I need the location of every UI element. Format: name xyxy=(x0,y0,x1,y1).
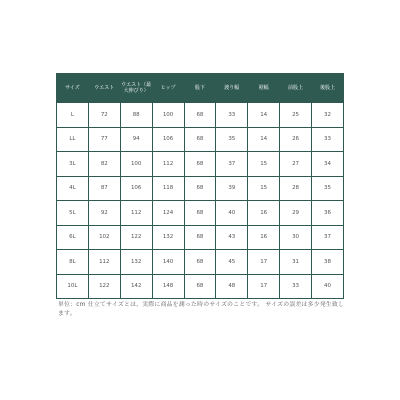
table-cell: 16 xyxy=(248,225,280,250)
table-cell: 92 xyxy=(88,201,120,226)
table-row xyxy=(57,127,344,152)
size-table xyxy=(56,73,344,299)
table-cell: 43 xyxy=(216,225,248,250)
table-cell: 39 xyxy=(216,176,248,201)
table-cell: 100 xyxy=(120,152,152,177)
table-row xyxy=(57,176,344,201)
table-cell: 132 xyxy=(120,250,152,275)
table-row xyxy=(57,103,344,128)
table-cell-size: 5L xyxy=(57,201,89,226)
table-cell: 68 xyxy=(184,201,216,226)
table-cell: 26 xyxy=(280,127,312,152)
table-cell: 100 xyxy=(152,103,184,128)
table-cell-size: L xyxy=(57,103,89,128)
table-cell: 140 xyxy=(152,250,184,275)
table-cell-size: LL xyxy=(57,127,89,152)
table-cell: 14 xyxy=(248,127,280,152)
header-size: サイズ xyxy=(57,74,89,103)
table-cell: 68 xyxy=(184,127,216,152)
table-cell: 68 xyxy=(184,176,216,201)
header-hip: ヒップ xyxy=(152,74,184,103)
table-cell: 72 xyxy=(88,103,120,128)
table-cell: 48 xyxy=(216,274,248,299)
table-row xyxy=(57,274,344,299)
table-cell: 31 xyxy=(280,250,312,275)
table-cell: 77 xyxy=(88,127,120,152)
table-cell: 118 xyxy=(152,176,184,201)
table-cell: 68 xyxy=(184,152,216,177)
table-cell: 37 xyxy=(312,225,344,250)
table-cell: 122 xyxy=(120,225,152,250)
table-cell: 14 xyxy=(248,103,280,128)
table-cell: 17 xyxy=(248,274,280,299)
table-cell: 27 xyxy=(280,152,312,177)
table-cell: 88 xyxy=(120,103,152,128)
header-front-rise: 前股上 xyxy=(280,74,312,103)
table-cell: 106 xyxy=(152,127,184,152)
table-cell: 112 xyxy=(152,152,184,177)
table-cell: 25 xyxy=(280,103,312,128)
table-cell: 30 xyxy=(280,225,312,250)
table-cell-size: 8L xyxy=(57,250,89,275)
table-cell: 16 xyxy=(248,201,280,226)
table-cell: 68 xyxy=(184,250,216,275)
table-cell: 32 xyxy=(312,103,344,128)
table-cell: 29 xyxy=(280,201,312,226)
table-row xyxy=(57,225,344,250)
table-cell: 35 xyxy=(216,127,248,152)
table-cell-size: 4L xyxy=(57,176,89,201)
table-cell-size: 6L xyxy=(57,225,89,250)
table-cell: 45 xyxy=(216,250,248,275)
table-row xyxy=(57,152,344,177)
header-back-rise: 後股上 xyxy=(312,74,344,103)
table-cell: 28 xyxy=(280,176,312,201)
table-cell: 68 xyxy=(184,103,216,128)
table-cell: 15 xyxy=(248,152,280,177)
table-cell: 37 xyxy=(216,152,248,177)
table-cell: 112 xyxy=(120,201,152,226)
table-cell: 15 xyxy=(248,176,280,201)
header-row xyxy=(57,74,344,103)
table-row xyxy=(57,250,344,275)
table-cell: 17 xyxy=(248,250,280,275)
header-waist-max-stretch: ウエスト（最大伸びり） xyxy=(120,74,152,103)
table-cell: 148 xyxy=(152,274,184,299)
table-cell: 124 xyxy=(152,201,184,226)
table-cell: 102 xyxy=(88,225,120,250)
table-cell: 34 xyxy=(312,152,344,177)
table-cell: 68 xyxy=(184,225,216,250)
size-note: 単位：cm 仕立てサイズとは、実際に商品を測った時のサイズのことです。 サイズの誤差は多少発生致します。 xyxy=(58,302,345,317)
table-cell-size: 10L xyxy=(57,274,89,299)
table-cell-size: 3L xyxy=(57,152,89,177)
header-inseam: 股下 xyxy=(184,74,216,103)
table-cell: 68 xyxy=(184,274,216,299)
header-waist: ウエスト xyxy=(88,74,120,103)
table-cell: 33 xyxy=(280,274,312,299)
table-cell: 40 xyxy=(216,201,248,226)
table-row xyxy=(57,201,344,226)
table-cell: 87 xyxy=(88,176,120,201)
table-cell: 40 xyxy=(312,274,344,299)
table-cell: 112 xyxy=(88,250,120,275)
size-table-header xyxy=(57,74,344,103)
table-cell: 106 xyxy=(120,176,152,201)
table-cell: 94 xyxy=(120,127,152,152)
header-thigh-width: 渡り幅 xyxy=(216,74,248,103)
table-cell: 33 xyxy=(312,127,344,152)
table-cell: 35 xyxy=(312,176,344,201)
size-table-body xyxy=(57,103,344,299)
table-cell: 82 xyxy=(88,152,120,177)
table-cell: 33 xyxy=(216,103,248,128)
table-cell: 132 xyxy=(152,225,184,250)
table-cell: 122 xyxy=(88,274,120,299)
table-cell: 142 xyxy=(120,274,152,299)
header-hem-width: 裾幅 xyxy=(248,74,280,103)
table-cell: 36 xyxy=(312,201,344,226)
table-cell: 38 xyxy=(312,250,344,275)
